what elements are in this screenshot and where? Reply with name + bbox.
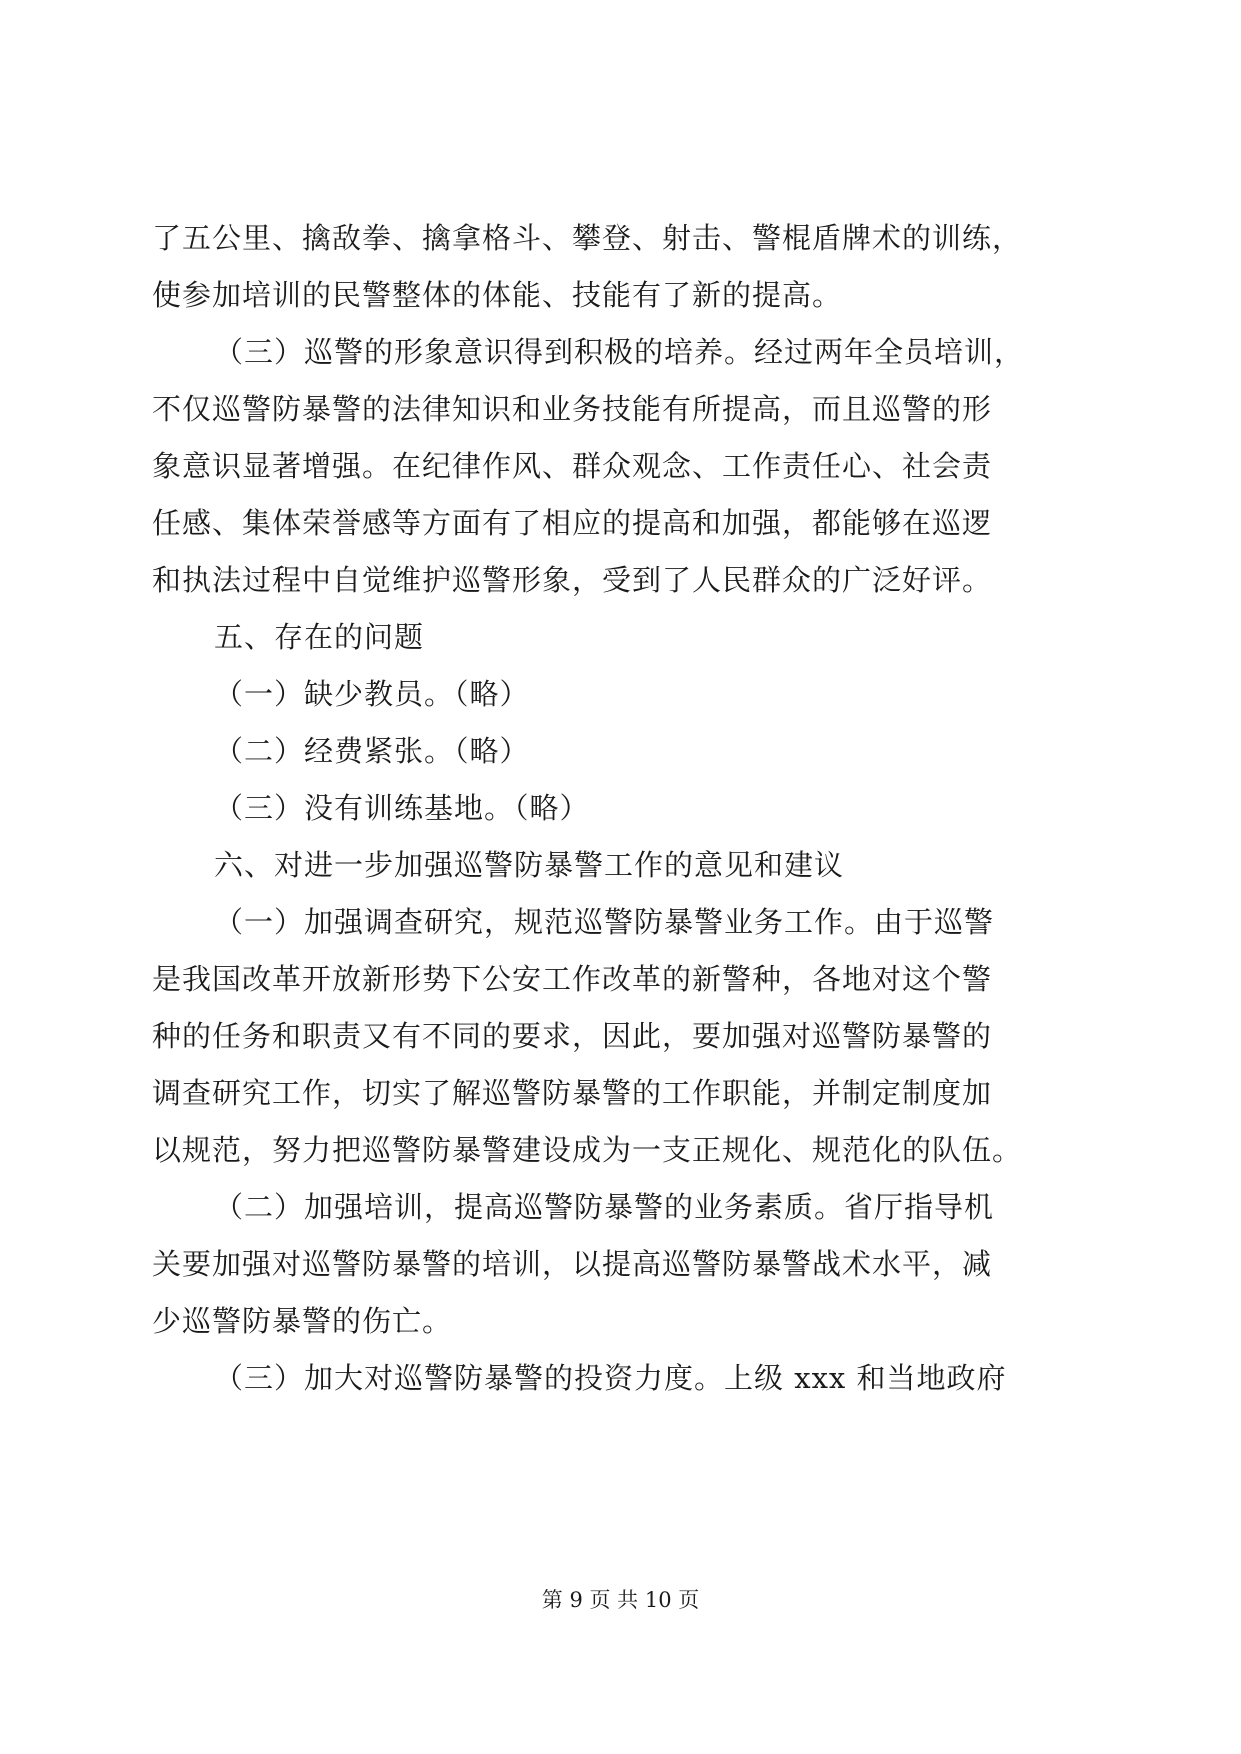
body-text-line: 了五公里、擒敌拳、擒拿格斗、攀登、射击、警棍盾牌术的训练， <box>152 221 1023 255</box>
body-text-line: 不仅巡警防暴警的法律知识和业务技能有所提高，而且巡警的形 <box>152 392 993 426</box>
body-text-line: 使参加培训的民警整体的体能、技能有了新的提高。 <box>152 278 843 312</box>
body-text-line: 以规范，努力把巡警防暴警建设成为一支正规化、规范化的队伍。 <box>152 1133 1023 1167</box>
list-item: （二）经费紧张。（略） <box>214 734 530 768</box>
body-text-line: 调查研究工作，切实了解巡警防暴警的工作职能，并制定制度加 <box>152 1076 993 1110</box>
body-text-line: 任感、集体荣誉感等方面有了相应的提高和加强，都能够在巡逻 <box>152 506 993 540</box>
body-text-line: 少巡警防暴警的伤亡。 <box>152 1304 453 1338</box>
body-text-line: 种的任务和职责又有不同的要求，因此，要加强对巡警防暴警的 <box>152 1019 993 1053</box>
section-heading: 五、存在的问题 <box>214 620 425 654</box>
list-item: （三）没有训练基地。（略） <box>214 791 590 825</box>
body-text-line: 象意识显著增强。在纪律作风、群众观念、工作责任心、社会责 <box>152 449 993 483</box>
body-text-line: （二）加强培训，提高巡警防暴警的业务素质。省厅指导机 <box>214 1190 995 1224</box>
page-number-footer: 第 9 页 共 10 页 <box>541 1588 700 1612</box>
body-text-line: 关要加强对巡警防暴警的培训，以提高巡警防暴警战术水平，减 <box>152 1247 993 1281</box>
body-text-line: 和执法过程中自觉维护巡警形象，受到了人民群众的广泛好评。 <box>152 563 993 597</box>
list-item: （一）缺少教员。（略） <box>214 677 530 711</box>
body-text-line: （三）加大对巡警防暴警的投资力度。上级 xxx 和当地政府 <box>214 1361 1007 1395</box>
body-text-line: （三）巡警的形象意识得到积极的培养。经过两年全员培训， <box>214 335 1025 369</box>
body-text-line: 是我国改革开放新形势下公安工作改革的新警种，各地对这个警 <box>152 962 993 996</box>
section-heading: 六、对进一步加强巡警防暴警工作的意见和建议 <box>214 848 845 882</box>
body-text-line: （一）加强调查研究，规范巡警防暴警业务工作。由于巡警 <box>214 905 995 939</box>
